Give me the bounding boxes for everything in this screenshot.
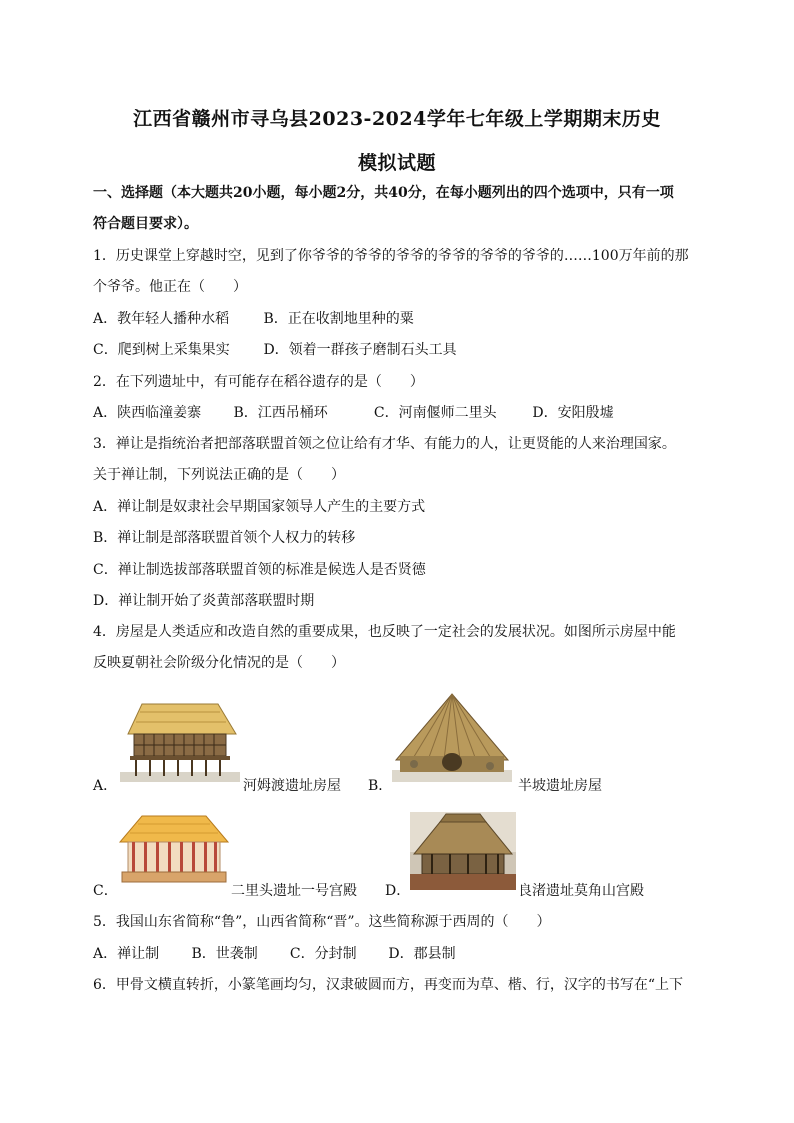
hemudu-house-image (120, 700, 240, 782)
q2-stem: 2．在下列遗址中，有可能存在稻谷遗存的是（ ） (93, 374, 424, 390)
q1-options-row2 (93, 340, 713, 360)
q2-option-b: B．江西吊桶环 (233, 405, 328, 421)
page-subtitle: 模拟试题 (357, 152, 436, 174)
q1-stem: 1．历史课堂上穿越时空，见到了你爷爷的爷爷的爷爷的爷爷的爷爷的爷爷的……100万年前的那 (93, 248, 689, 264)
q4-stem: 4．房屋是人类适应和改造自然的重要成果，也反映了一定社会的发展状况。如图所示房屋中能 (93, 624, 676, 640)
page-title: 江西省赣州市寻乌县2023-2024学年七年级上学期期末历史 (133, 108, 661, 130)
q5-option-a: A．禅让制 (93, 946, 160, 962)
q1-options-row1 (93, 309, 713, 329)
q5-stem: 5．我国山东省简称“鲁”，山西省简称“晋”。这些简称源于西周的（ ） (93, 914, 551, 930)
q3-stem: 3．禅让是指统治者把部落联盟首领之位让给有才华、有能力的人，让更贤能的人来治理国家。 (93, 436, 676, 452)
section-heading-cont: 符合题目要求）。 (93, 216, 198, 232)
q3-stem-cont: 关于禅让制，下列说法正确的是（ ） (93, 467, 345, 483)
q3-option-a: A．禅让制是奴隶社会早期国家领导人产生的主要方式 (93, 499, 426, 515)
q1-option-d: D．领着一群孩子磨制石头工具 (263, 342, 457, 358)
q1-option-b: B．正在收割地里种的粟 (263, 311, 414, 327)
section-heading: 一、选择题（本大题共20小题，每小题2分，共40分，在每小题列出的四个选项中，只有一项 (93, 185, 674, 201)
q5-option-c: C．分封制 (289, 946, 357, 962)
q3-option-d: D．禅让制开始了炎黄部落联盟时期 (93, 593, 315, 609)
q4-option-a-caption: 河姆渡遗址房屋 (243, 778, 341, 794)
liangzhu-palace-image (410, 812, 516, 890)
q2-option-a: A．陕西临潼姜寨 (93, 405, 202, 421)
q3-option-c: C．禅让制选拔部落联盟首领的标准是候选人是否贤德 (93, 562, 426, 578)
q4-option-b-label: B． (368, 778, 393, 794)
q4-option-c-label: C． (93, 883, 118, 899)
q6-stem: 6．甲骨文横直转折，小篆笔画均匀，汉隶破圆而方，再变而为草、楷、行，汉字的书写在“上下 (93, 977, 684, 993)
q5-option-b: B．世袭制 (191, 946, 258, 962)
q2-options (93, 403, 713, 423)
q1-stem-cont: 个爷爷。他正在（ ） (93, 279, 247, 295)
erlitou-palace-image (118, 812, 230, 888)
q4-option-d-label: D． (385, 883, 411, 899)
q2-option-d: D．安阳殷墟 (532, 405, 614, 421)
q4-option-d-caption: 良渚遗址莫角山宫殿 (518, 883, 644, 899)
q1-option-a: A．教年轻人播种水稻 (93, 311, 230, 327)
q1-option-c: C．爬到树上采集果实 (93, 342, 230, 358)
banpo-house-image (392, 692, 512, 782)
q3-option-b: B．禅让制是部落联盟首领个人权力的转移 (93, 530, 356, 546)
q5-options (93, 944, 713, 964)
q2-option-c: C．河南偃师二里头 (373, 405, 497, 421)
q4-option-b-caption: 半坡遗址房屋 (518, 778, 602, 794)
q5-option-d: D．郡县制 (388, 946, 456, 962)
q4-option-c-caption: 二里头遗址一号宫殿 (231, 883, 357, 899)
q4-stem-cont: 反映夏朝社会阶级分化情况的是（ ） (93, 655, 345, 671)
q4-option-a-label: A． (93, 778, 118, 794)
